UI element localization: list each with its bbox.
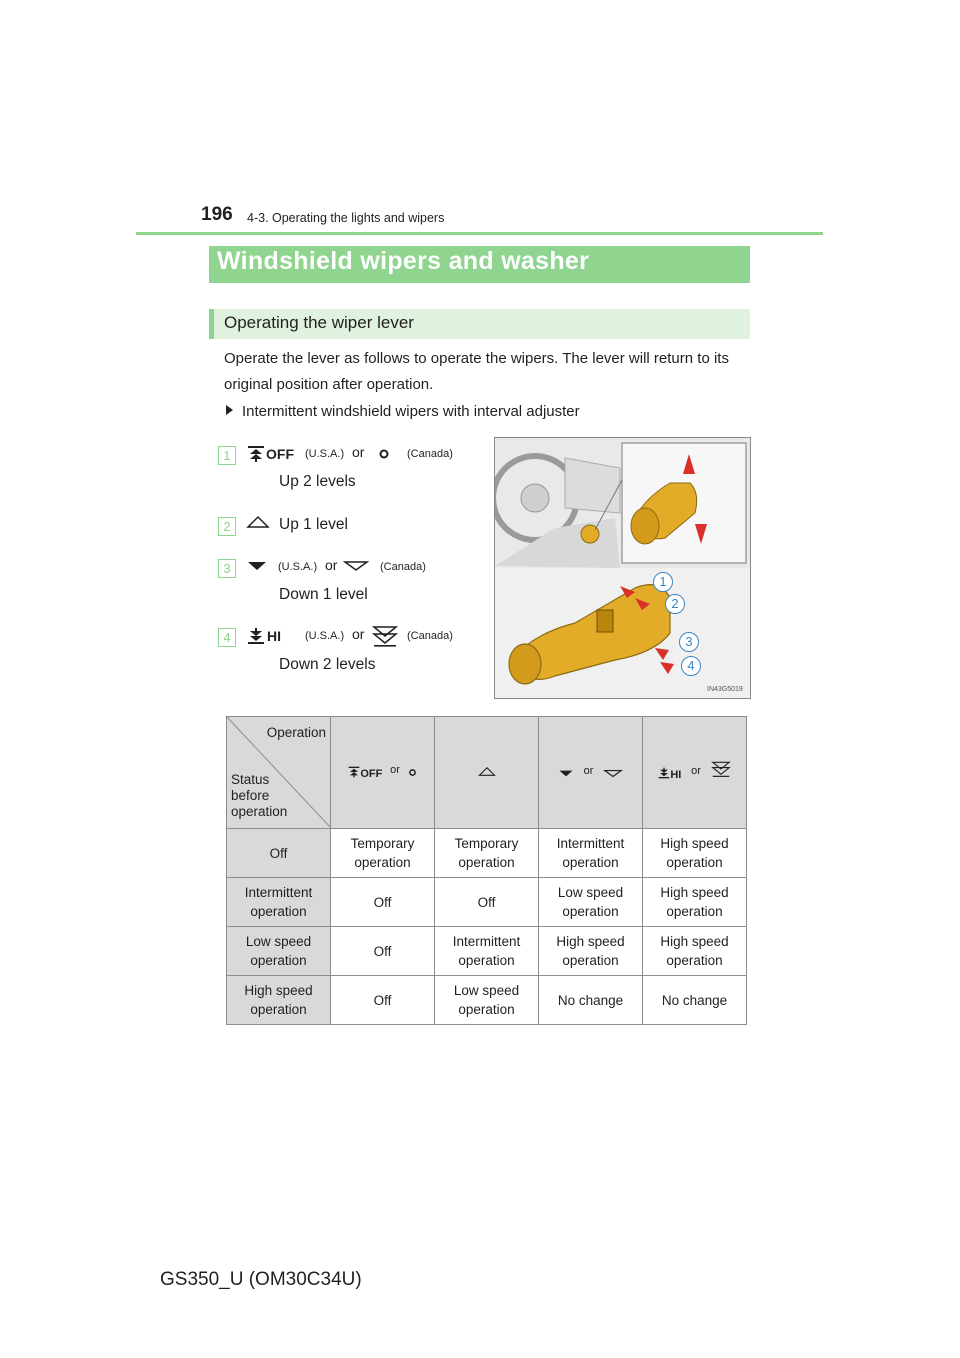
bullet-text: Intermittent windshield wipers with interval adjuster xyxy=(242,403,580,420)
table-row xyxy=(227,927,747,976)
row-status: Off xyxy=(227,829,331,878)
table-cell: Off xyxy=(435,878,539,927)
table-cell: No change xyxy=(539,976,643,1025)
position-1-usa-label: (U.S.A.) xyxy=(305,448,345,460)
table-cell: High speed operation xyxy=(539,927,643,976)
corner-status-label: Status before operation xyxy=(231,772,288,819)
header-col3-or: or xyxy=(583,765,594,777)
position-1-canada-label: (Canada) xyxy=(407,448,453,460)
position-4-or: or xyxy=(352,626,365,642)
illustration-callout-1: 1 xyxy=(653,572,673,592)
wiper-up-icon xyxy=(246,515,270,529)
table-cell: Off xyxy=(331,878,435,927)
position-number-4: 4 xyxy=(218,628,236,647)
bullet-item xyxy=(226,403,580,420)
table-cell: No change xyxy=(643,976,747,1025)
table-cell: High speed operation xyxy=(643,829,747,878)
table-cell: High speed operation xyxy=(643,878,747,927)
position-4-usa-label: (U.S.A.) xyxy=(305,630,345,642)
table-header-row xyxy=(227,717,747,829)
wiper-down-icon xyxy=(246,560,268,572)
operation-table xyxy=(226,716,747,1025)
wiper-off-up-icon xyxy=(348,766,360,778)
corner-operation-label: Operation xyxy=(266,725,326,740)
table-cell: Intermittent operation xyxy=(435,927,539,976)
off-canada-icon xyxy=(378,448,390,460)
illustration-callout-3: 3 xyxy=(679,632,699,652)
table-cell: Temporary operation xyxy=(435,829,539,878)
table-cell: Off xyxy=(331,927,435,976)
position-4-canada-label: (Canada) xyxy=(407,630,453,642)
running-header: 4-3. Operating the lights and wipers xyxy=(247,211,445,225)
table-row xyxy=(227,976,747,1025)
wiper-hi-down-icon xyxy=(247,627,265,645)
header-hi-text: HI xyxy=(670,769,682,781)
table-cell: Temporary operation xyxy=(331,829,435,878)
position-number-1: 1 xyxy=(218,446,236,465)
position-3-canada-label: (Canada) xyxy=(380,561,426,573)
footer-model-code: GS350_U (OM30C34U) xyxy=(160,1269,362,1290)
row-status: High speed operation xyxy=(227,976,331,1025)
illustration-code: IN43G5019 xyxy=(707,686,743,693)
header-off-text: OFF xyxy=(360,768,383,780)
wiper-up-icon xyxy=(478,766,496,777)
section-title: Windshield wipers and washer xyxy=(217,247,590,275)
header-col4-or: or xyxy=(691,765,701,777)
table-cell: Low speed operation xyxy=(435,976,539,1025)
subsection-stripe xyxy=(209,309,214,339)
subsection-title: Operating the wiper lever xyxy=(224,313,414,332)
bullet-arrow-icon xyxy=(226,405,233,415)
header-up-1-level xyxy=(435,717,539,829)
header-col1-or: or xyxy=(390,764,400,776)
lever-drawing xyxy=(495,438,750,698)
page-number: 196 xyxy=(201,204,233,225)
wiper-down-canada-icon xyxy=(343,560,369,572)
illustration-callout-4: 4 xyxy=(681,656,701,676)
header-rule xyxy=(136,232,823,235)
position-number-3: 3 xyxy=(218,559,236,578)
wiper-hi-down-icon xyxy=(658,767,670,779)
wiper-hi-canada-icon xyxy=(372,624,398,648)
wiper-off-up-icon xyxy=(247,445,265,463)
position-4-description: Down 2 levels xyxy=(279,656,376,673)
position-number-2: 2 xyxy=(218,517,236,536)
table-corner-cell xyxy=(227,717,331,829)
table-cell: High speed operation xyxy=(643,927,747,976)
header-down-1-level xyxy=(539,717,643,829)
row-status: Intermittent operation xyxy=(227,878,331,927)
table-row xyxy=(227,878,747,927)
position-3-description: Down 1 level xyxy=(279,586,368,603)
intro-paragraph: Operate the lever as follows to operate the wipers. The lever will return to its original position after operation. xyxy=(224,350,729,393)
header-down-2-levels xyxy=(643,717,747,829)
table-cell: Low speed operation xyxy=(539,878,643,927)
wiper-hi-canada-icon xyxy=(711,760,731,778)
position-2-description: Up 1 level xyxy=(279,516,348,533)
hi-symbol-text: HI xyxy=(267,628,281,644)
off-symbol-text: OFF xyxy=(266,446,294,462)
position-1-or: or xyxy=(352,444,365,460)
header-up-2-levels xyxy=(331,717,435,829)
position-3-or: or xyxy=(325,557,338,573)
off-canada-icon xyxy=(408,768,417,777)
position-1-description: Up 2 levels xyxy=(279,473,356,490)
table-row xyxy=(227,829,747,878)
wiper-down-canada-icon xyxy=(603,769,623,778)
wiper-down-icon xyxy=(558,769,574,778)
table-cell: Intermittent operation xyxy=(539,829,643,878)
row-status: Low speed operation xyxy=(227,927,331,976)
illustration-callout-2: 2 xyxy=(665,594,685,614)
table-cell: Off xyxy=(331,976,435,1025)
position-3-usa-label: (U.S.A.) xyxy=(278,561,318,573)
wiper-lever-illustration xyxy=(494,437,751,699)
